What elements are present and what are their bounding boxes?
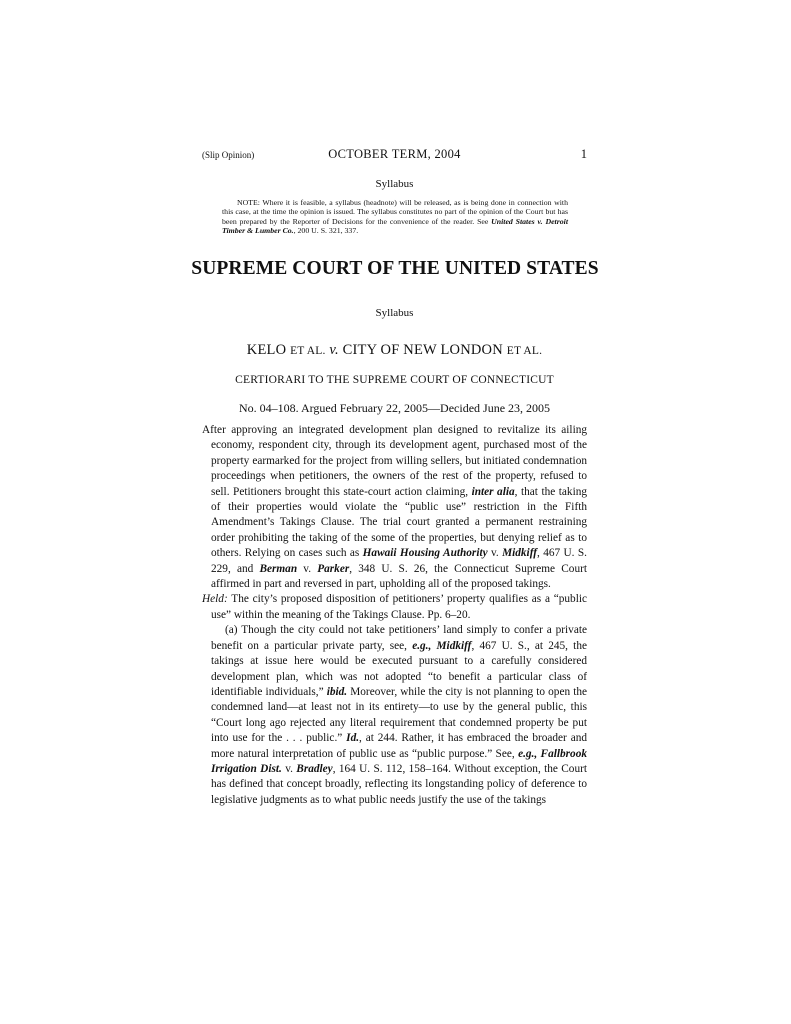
syllabus-label-mid: Syllabus (375, 307, 414, 319)
facts-case-hawaii: Hawaii Housing Authority (362, 547, 488, 560)
docket-line: No. 04–108. Argued February 22, 2005—Decided June 23, 2005 (238, 401, 551, 415)
court-title: SUPREME COURT OF THE UNITED STATES (191, 258, 599, 279)
note-text: NOTE: Where it is feasible, a syllabus (headnote) will be released, as is being done in connection with this case, at the time the opinion is issued. The syllabus constitutes no part of the opinion of the Court but has been prepared by the Reporter of Decisions for the convenience of the reader. See (222, 198, 568, 226)
facts-versus-2: v. (297, 562, 318, 575)
para-a-versus: v. (281, 762, 297, 775)
case-et-al-1: ET AL. (290, 345, 326, 357)
held-paragraph (202, 592, 587, 623)
case-party-2: CITY OF NEW LONDON (342, 342, 507, 358)
note-case-name: United States v. Detroit Timber & Lumber Co. (222, 216, 568, 236)
syllabus-body (202, 423, 587, 808)
para-a-text-4: , at 244. Rather, it has embraced the broader and more natural interpretation of public use as “public purpose.” See, (211, 732, 588, 760)
para-a-eg-midkiff: e.g., Midkiff (412, 639, 472, 652)
held-text: The city’s proposed disposition of petitioners’ property qualifies as a “public use” within the meaning of the Takings Clause. Pp. 6–20. (211, 593, 587, 621)
facts-case-parker: Parker (317, 562, 350, 575)
certiorari-line: CERTIORARI TO THE SUPREME COURT OF CONNECTICUT (235, 374, 554, 386)
facts-text-3: , 467 U. S. 229, and (211, 547, 587, 575)
para-a-eg-fallbrook: e.g., Fallbrook Irrigation Dist. (211, 747, 587, 775)
facts-text-2: , that the taking of their properties would violate the “public use” restriction in the Fifth Amendment’s Takings Clause. The trial court granted a permanent restraining order prohibiting the taking of the some of the properties, but denying relief as to others. Relying on cases such as (211, 485, 587, 560)
headnote-notice (222, 198, 568, 236)
facts-paragraph (202, 423, 587, 592)
page-header (202, 147, 587, 163)
case-et-al-2: ET AL. (506, 345, 543, 357)
facts-text-1: After approving an integrated development plan designed to revitalize its ailing economy, respondent city, through its development agent, purchased most of the property earmarked for the project from willing sellers, but initiated condemnation proceedings when petitioners, the owners of the rest of the property, refused to sell. Petitioners brought this state-court action claiming, (202, 424, 587, 498)
page-number: 1 (580, 147, 587, 161)
syllabus-label-top: Syllabus (375, 178, 414, 190)
case-party-1: KELO (246, 342, 291, 358)
facts-text-4: , 348 U. S. 26, the Connecticut Supreme Court affirmed in part and reversed in part, upholding all of the proposed takings. (211, 562, 587, 591)
para-a-text-2: , 467 U. S., at 245, the takings at issue here would be executed pursuant to a carefully considered development plan, which was not adopted “to benefit a particular class of identifiable individuals,” (211, 639, 587, 698)
case-title (202, 342, 587, 359)
case-versus: v. (325, 342, 343, 358)
term-label: OCTOBER TERM, 2004 (328, 147, 461, 161)
para-a-ibid: ibid. (326, 685, 348, 698)
facts-case-midkiff: Midkiff (502, 547, 538, 560)
slip-opinion-label: (Slip Opinion) (202, 150, 255, 160)
para-a-text-3: Moreover, while the city is not planning to open the condemned land—at least not in its entirety—to use by the general public, this “Court long ago rejected any literal requirement that condemned property be put into use for the . . . public.” (211, 685, 588, 745)
para-a-case-bradley: Bradley (296, 762, 333, 775)
facts-versus-1: v. (487, 547, 503, 560)
para-a-text-5: , 164 U. S. 112, 158–164. Without exception, the Court has defined that concept broadly, reflecting its longstanding policy of deference to legislative judgments as to what public needs justify the use of the takings (211, 762, 587, 806)
facts-inter-alia: inter alia (471, 485, 515, 498)
facts-case-berman: Berman (259, 562, 298, 575)
paragraph-a (202, 623, 587, 808)
para-a-text-1: (a) Though the city could not take petitioners’ land simply to confer a private benefit on a particular private party, see, (211, 624, 587, 652)
note-cite: , 200 U. S. 321, 337. (293, 226, 359, 236)
held-label: Held: (202, 593, 228, 606)
para-a-id: Id. (346, 732, 360, 745)
